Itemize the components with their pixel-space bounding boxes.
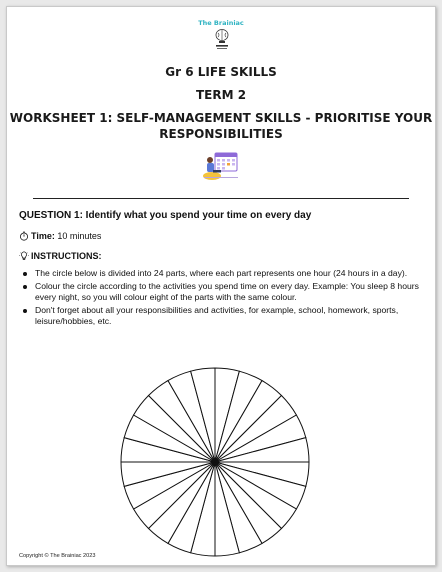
bullet-text: Colour the circle according to the activities you spend time on every day. Example: You sleep 8 hours every night, so you will colour eight of the parts with the same colour. [35,280,419,303]
lightbulb-icon [19,251,29,261]
copyright-text: Copyright © The Brainiac 2023 [19,553,96,559]
bullet-text: The circle below is divided into 24 parts, where each part represents one hour (24 hours in a day). [35,268,408,278]
worksheet-title-line1: WORKSHEET 1: SELF-MANAGEMENT SKILLS - PRIORITISE YOUR [9,111,433,125]
calendar-illustration-icon [201,151,241,181]
hours-circle[interactable] [119,366,311,558]
worksheet-title-line2: RESPONSIBILITIES [159,127,283,141]
list-item [21,268,423,280]
grade-title: Gr 6 LIFE SKILLS [165,65,277,79]
bullet-icon [23,272,27,276]
list-item [21,305,423,328]
bullet-text: Don't forget about all your responsibilities and activities, for example, school, homework, sports, leisure/hobbies, etc. [35,304,399,327]
question-heading: QUESTION 1: Identify what you spend your time on every day [19,210,312,221]
time-row [19,231,101,241]
time-value: 10 minutes [54,231,102,241]
worksheet-page [6,6,436,566]
divider-line [33,198,409,199]
stopwatch-icon [19,231,29,241]
instructions-label: INSTRUCTIONS: [31,251,102,261]
instructions-list [21,268,423,329]
term-title: TERM 2 [195,88,247,102]
list-item [21,281,423,304]
bullet-icon [23,309,27,313]
time-label: Time: [31,231,55,241]
instructions-row [19,251,102,261]
bullet-icon [23,285,27,289]
brand-name: The Brainiac [198,19,244,27]
brain-logo-icon [212,27,232,57]
